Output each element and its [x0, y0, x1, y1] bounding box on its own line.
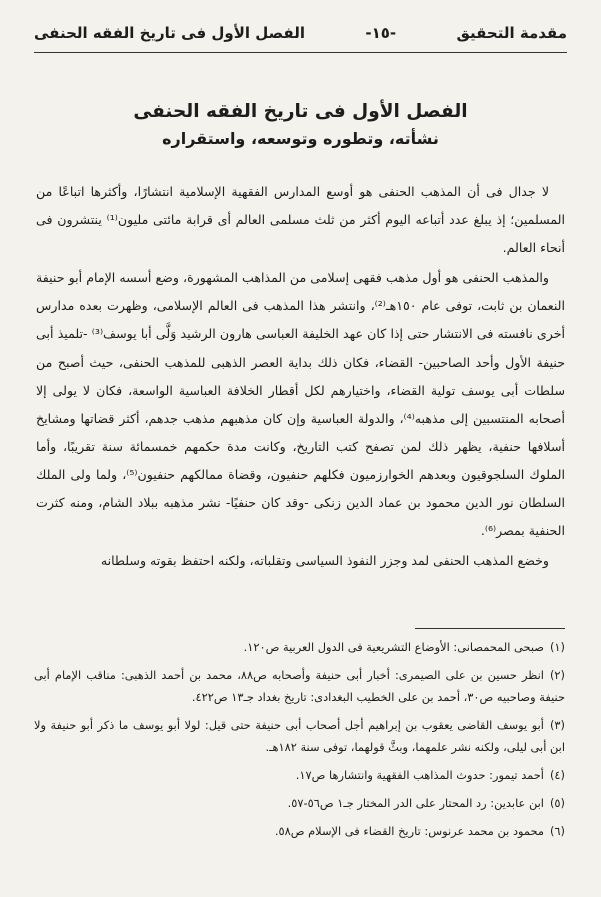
footnote — [34, 764, 565, 786]
running-header — [34, 14, 567, 53]
paragraph: وخضع المذهب الحنفى لمد وجزر النفوذ السياسى وتقلباته، ولكنه احتفظ بقوته وسلطانه — [100, 553, 549, 569]
footnote-number: (١) — [549, 640, 565, 654]
paragraph: لا جدال فى أن المذهب الحنفى هو أوسع المدارس الفقهية الإسلامية انتشارًا، وأكثرها اتباعًا من المسلمين؛ إذ يبلغ عدد أتباعه اليوم أكثر من ثلث مسلمى العالم أى قرابة مائتى مليون⁽¹⁾ ينتشرون فى أنحاء العالم. — [36, 184, 565, 256]
footnote-text: أحمد تيمور: حدوث المذاهب الفقهية وانتشارها ص١٧. — [295, 768, 544, 782]
footnote-number: (٣) — [549, 718, 565, 732]
footnotes — [34, 636, 565, 848]
footnote — [34, 792, 565, 814]
paragraph: والمذهب الحنفى هو أول مذهب فقهى إسلامى من المذاهب المشهورة، وضع أسسه الإمام أبو حنيفة النعمان بن ثابت، توفى عام ١٥٠هـ⁽²⁾، وانتشر هذا المذهب فى العالم الإسلامى، وظهرت بعده مدارس أخرى نافسته فى الانتشار حتى إذا كان عهد الخليفة العباسى هارون الرشيد وَلَّى أبا يوسف⁽³⁾ -تلميذ أبى حنيفة الأول وأحد الصاحبين- القضاء، فكان ذلك بداية العصر الذهبى للمذهب الحنفى، حيث أصبح من سلطات أبى يوسف تولية القضاء، واختيارهم لكل أقطار الخلافة العباسية الواسعة، فكان لا يولى إلا أصحابه المنتسبين إلى مذهبه⁽⁴⁾، والدولة العباسية وإن كان مذهبهم مذهب جدهم، أكثر قضاتها ومشايخ أسلافها حنفية، يظهر ذلك لمن تصفح كتب التاريخ، وكانت مدة حكمهم خمسمائة سنة تقريبًا، وأما الملوك السلجوقيون وبعدهم الخوارزميون فكلهم حنفيون، وقضاة ممالكهم حنفيون⁽⁵⁾، ولما ولى الملك السلطان نور الدين محمود بن عماد الدين زنكى -وقد كان حنفيًا- نشر مذهبه ببلاد الشام، ومنه كثرت الحنفية بمصر⁽⁶⁾. — [36, 270, 565, 539]
footnote — [34, 636, 565, 658]
footnote-text: محمود بن محمد عرنوس: تاريخ القضاء فى الإسلام ص٥٨. — [274, 824, 544, 838]
header-section-title: مقدمة التحقيق — [456, 24, 567, 42]
chapter-heading — [30, 98, 571, 152]
footnote — [34, 664, 565, 708]
footnote-text: انظر حسين بن على الصيمرى: أخبار أبى حنيفة وأصحابه ص٨٨، محمد بن أحمد الذهبى: مناقب الإمام أبى حنيفة وصاحبيه ص٣٠، أحمد بن على الخطيب البغدادى: تاريخ بغداد جـ١٣ ص٤٢٢. — [34, 668, 565, 704]
footnote-text: أبو يوسف القاضى يعقوب بن إبراهيم أجل أصحاب أبى حنيفة حتى قيل: لولا أبو يوسف ما ذكر أبو حنيفة ولا ابن أبى ليلى، ولكنه نشر علمهما، وبثَّ قولهما، توفى سنة ١٨٢هـ. — [34, 718, 565, 754]
footnote-text: ابن عابدين: رد المحتار على الدر المختار جـ١ ص٥٦-٥٧. — [287, 796, 544, 810]
footnote-text: صبحى المحمصانى: الأوضاع التشريعية فى الدول العربية ص١٢٠. — [243, 640, 544, 654]
footnote-number: (٥) — [549, 796, 565, 810]
page-number: -١٥- — [365, 24, 397, 42]
chapter-title: الفصل الأول فى تاريخ الفقه الحنفى — [133, 101, 468, 122]
footnote — [34, 820, 565, 842]
footnote-number: (٦) — [549, 824, 565, 838]
chapter-subtitle: نشأته، وتطوره وتوسعه، واستقراره — [162, 129, 439, 148]
footnote-separator — [415, 628, 565, 629]
main-text — [36, 178, 565, 575]
header-chapter-title: الفصل الأول فى تاريخ الفقه الحنفى — [34, 24, 305, 42]
footnote — [34, 714, 565, 758]
footnote-number: (٤) — [549, 768, 565, 782]
footnote-number: (٢) — [549, 668, 565, 682]
